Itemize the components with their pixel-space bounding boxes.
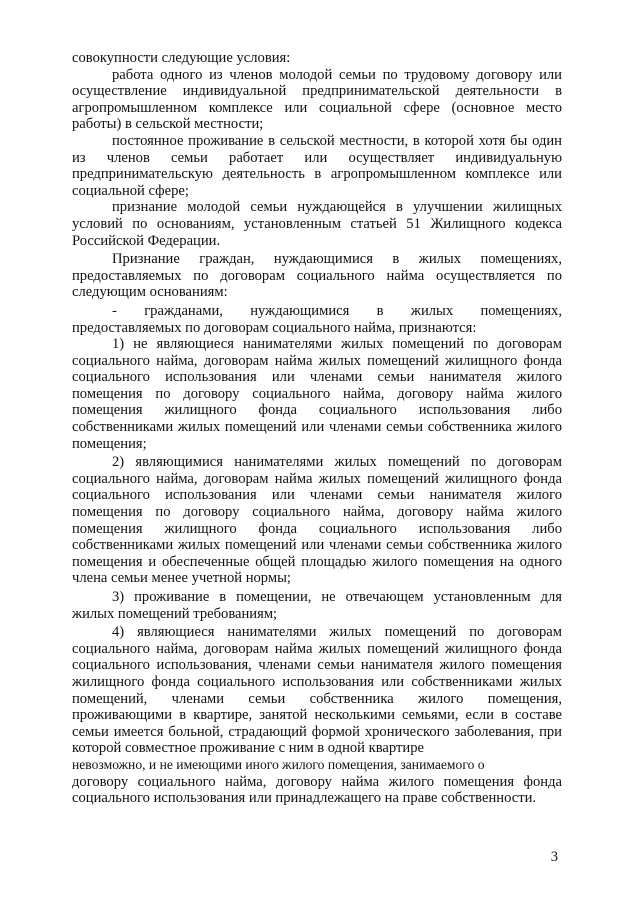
paragraph-item-4-continued: невозможно, и не имеющими иного жилого помещения, занимаемого о	[72, 756, 485, 772]
paragraph-item-4: 4) являющиеся нанимателями жилых помещений по договорам социального найма, договорам найма жилых помещений жилищного фонда социального использования, членами семьи нанимателя жилого помещения жилищного фонда социального использования или собственниками жилых помещений, членами семьи собственника жилого помещения, проживающими в квартире, занятой несколькими семьями, если в составе семьи имеется больной, страдающий формой хронического заболевания, при которой совместное проживание с ним в одной квартире	[72, 624, 562, 757]
paragraph-condition-residence: постоянное проживание в сельской местности, в которой хотя бы один из членов семьи работает или осуществляет индивидуальную предпринимательскую деятельность в агропромышленном комплексе или социальной сфере;	[72, 132, 562, 199]
dash-word: в	[376, 302, 384, 319]
paragraph-item-3: 3) проживание в помещении, не отвечающем установленным для жилых помещений требованиям;	[72, 589, 562, 622]
dash-word: жилых	[410, 302, 454, 319]
dash-word: -	[112, 302, 117, 319]
dash-line-citizens	[72, 303, 562, 320]
dash-word: гражданами,	[144, 302, 223, 319]
paragraph-recognized-as: предоставляемых по договорам социального найма, признаются:	[72, 319, 477, 336]
paragraph-item-2: 2) являющимися нанимателями жилых помещений по договорам социального найма, договорам найма жилых помещений жилищного фонда социального использования или членами семьи нанимателя жилого помещения по договору социального найма, договору найма жилого помещения жилищного фонда социального использования либо собственниками жилых помещений или членами семьи собственника жилого помещения и обеспеченные общей площадью жилого помещения на одного члена семьи менее учетной нормы;	[72, 454, 562, 587]
dash-word: помещениях,	[480, 302, 562, 319]
paragraph-conditions-intro: совокупности следующие условия:	[72, 50, 291, 66]
paragraph-condition-recognition: признание молодой семьи нуждающейся в улучшении жилищных условий по основаниям, установленным статьей 51 Жилищного кодекса Российской Федерации.	[72, 199, 562, 249]
paragraph-item-1: 1) не являющиеся нанимателями жилых помещений по договорам социального найма, договорам найма жилых помещений жилищного фонда социального использования или членами семьи нанимателя жилого помещения по договору социального найма, договору найма жилого помещения жилищного фонда социального использования либо собственниками жилых помещений или членами семьи собственника жилого помещения;	[72, 336, 562, 452]
paragraph-recognition-grounds: Признание граждан, нуждающимися в жилых помещениях, предоставляемых по договорам социального найма осуществляется по следующим основаниям:	[72, 251, 562, 301]
paragraph-condition-work: работа одного из членов молодой семьи по трудовому договору или осуществление индивидуальной предпринимательской деятельности в агропромышленном комплексе или социальной сфере (основное место работы) в сельской местности;	[72, 66, 562, 133]
paragraph-item-4-end: договору социального найма, договору найма жилого помещения фонда социального использования или принадлежащего на праве собственности.	[72, 773, 562, 807]
dash-word: нуждающимися	[250, 302, 350, 319]
page-number: 3	[550, 849, 558, 865]
